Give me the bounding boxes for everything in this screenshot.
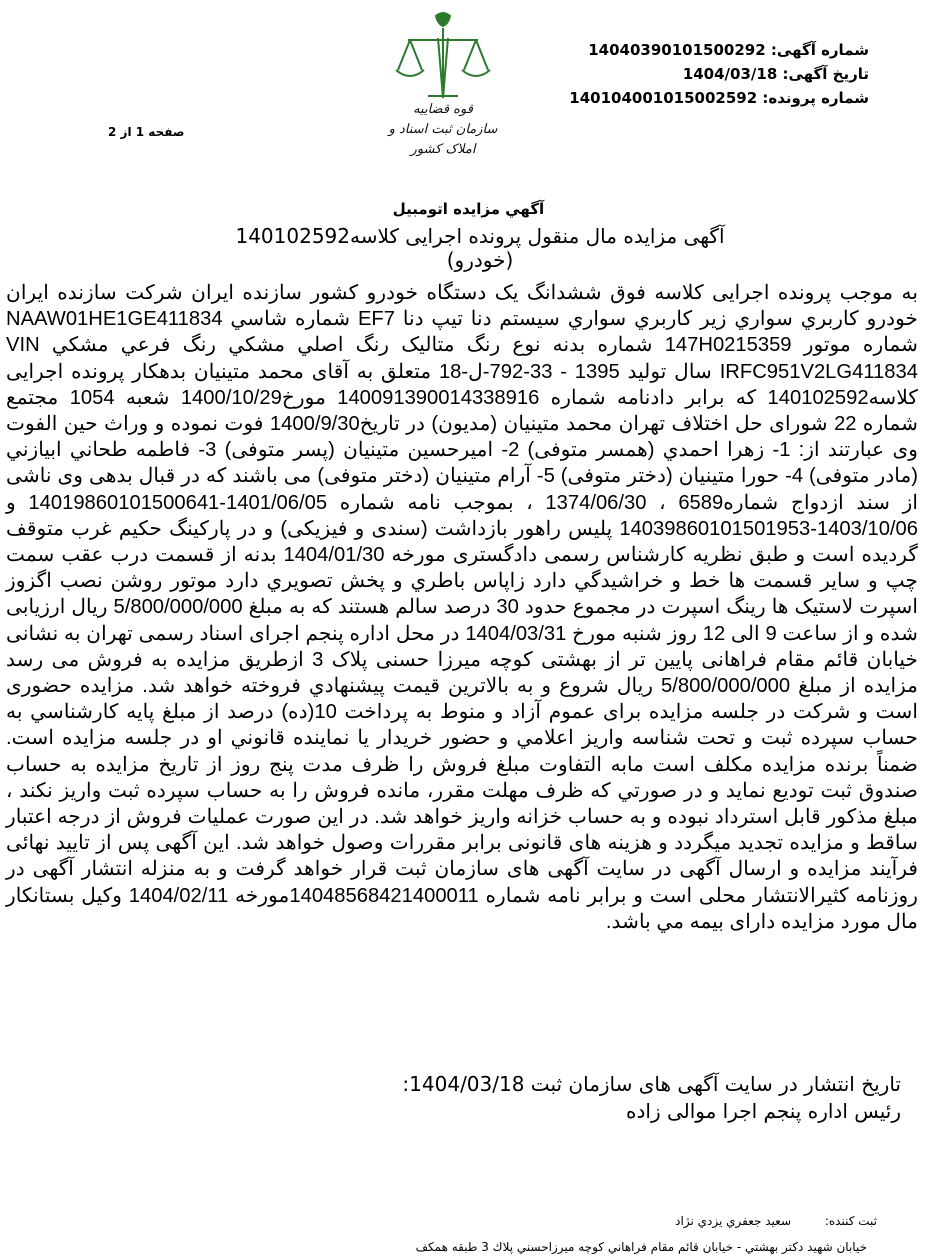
case-number-label: شماره پرونده: [762,89,869,107]
header-meta [569,38,869,110]
ad-date-label: تاریخ آگهی: [782,65,869,83]
ad-date: 1404/03/18 [682,65,778,83]
emblem-caption-line2: سازمان ثبت اسناد و املاک کشور [388,122,498,157]
notice-subtitle: آگهی مزایده مال منقول پرونده اجرایی کلاسه140102592 (خودرو) [235,224,725,272]
registrar-label: ثبت كننده: [824,1214,877,1228]
ad-date-row [569,62,869,86]
case-number-row [569,86,869,110]
signatory-line: رئیس اداره پنجم اجرا موالی زاده [626,1099,901,1123]
registrar-line [675,1214,877,1228]
emblem-caption [378,100,508,160]
page-indicator: صفحه 1 از 2 [108,125,185,139]
notice-body: به موجب پرونده اجرایی کلاسه فوق ششدانگ یک دستگاه خودرو کشور سازنده ایران شرکت سازنده ایران خودرو کاربري سواري زير كاربري سواري سيستم دنا تيپ دنا EF7 شماره شاسي NAAW01HE1GE411834 شماره موتور 147H0215359 شماره بدنه نوع رنگ متاليک رنگ اصلي مشکي رنگ فرعي مشکي VIN IRFC951V2LG411834 سال تولید 1395 - 33-792-ل-18 متعلق به آقای محمد متینیان بدهکار پرونده اجرایی کلاسه140102592 که برابر دادنامه شماره 140091390014338916 مورخ1400/10/29 شعبه 1054 مجتمع شماره 22 شورای حل اختلاف تهران محمد متینیان (مدیون) در تاریخ1400/9/30 فوت نموده و وراث حین الفوت وی عبارتند از: 1- زهرا احمدي (همسر متوفی) 2- امیرحسین متینیان (پسر متوفی) 3- فاطمه طحاني ابيازني (مادر متوفی) 4- حورا متینیان (دختر متوفی) 5- آرام متینیان (دختر متوفی) می باشند که در قبال بدهی وی ناشی از سند ازدواج شماره6589 ، 1374/06/30 ، بموجب نامه شماره 1401/06/05-14019860101500641 و 1403/10/06-14039860101501953 پلیس راهور بازداشت (سندی و فیزیکی) و در پارکینگ حکیم غرب متوقف گردیده است و طبق نظریه کارشناس رسمی دادگستری مورخه 1404/01/30 بدنه از قسمت درب عقب سمت چپ و سایر قسمت ها خط و خراشیدگي دارد زاپاس باطري و پخش تصويري دارد موتور روشن نصب اگزوز اسپرت لاستيک ها رينگ اسپرت در مجموع حدود 30 درصد سالم هستند که به مبلغ 5/800/000/000 ريال ارزيابی شده و از ساعت 9 الی 12 روز شنبه مورخ 1404/03/31 در محل اداره پنجم اجرای اسناد رسمی تهران به نشانی خیابان قائم مقام فراهانی پایین تر از بهشتی کوچه میرزا حسنی پلاک 3 ازطریق مزایده به فروش می رسد مزایده از مبلغ 5/800/000/000 ريال شروع و به بالاترين قيمت پيشنهادي فروخته خواهد شد. مزايده حضوری است و شرکت در جلسه مزايده برای عموم آزاد و منوط به پرداخت 10(ده) درصد از مبلغ پایه کارشناسي به حساب سپرده ثبت و تحت شناسه واریز اعلامي و حضور خريدار یا نماينده قانوني او در جلسه مزايده است. ضمناً برنده مزايده مکلف است مابه التفاوت مبلغ فروش را ظرف مدت پنج روز از تاريخ مزايده به حساب صندوق ثبت توديع نمايد و در صورتي که ظرف مهلت مقرر، مانده فروش را به حساب سپرده ثبت واريز نکند ، مبلغ مذکور قابل استرداد نبوده و به حساب خزانه واريز خواهد شد. در اين صورت عمليات فروش از درجه اعتبار ساقط و مزايده تجديد ميگردد و هزينه های قانونی برابر مقررات وصول خواهد شد. این آگهی پس از تایید نهائی فرآیند مزایده و ارسال آگهی در سایت آگهی های سازمان ثبت قرار خواهد گرفت و به منزله انتشار آگهی در روزنامه کثیرالانتشار محلی است و برابر نامه شماره 14048568421400011مورخه 1404/02/11 وکیل بستانکار مال مورد مزايده دارای بيمه مي باشد. [6,282,919,933]
registrar-address: خيابان شهيد دكتر بهشتي - خيابان قائم مقام فراهاني كوچه ميرزاحسني پلاك 3 طبقه همكف [415,1240,867,1254]
ad-number-label: شماره آگهی: [770,41,869,59]
ad-number: 14040390101500292 [588,41,766,59]
case-number: 140104001015002592 [569,89,758,107]
publish-date-line: تاريخ انتشار در سایت آگهی های سازمان ثبت 1404/03/18: [402,1072,901,1096]
notice-title: آگهي مزايده اتومبيل [392,200,545,218]
ad-number-row [569,38,869,62]
emblem-caption-line1: قوه قضاییه [413,102,473,117]
registrar-name: سعيد جعفري يزدي نژاد [675,1214,792,1228]
